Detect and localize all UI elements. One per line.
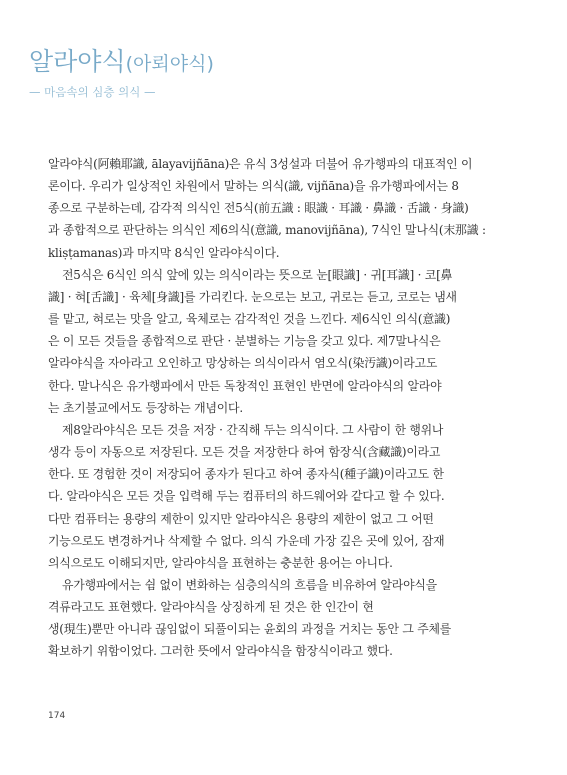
- body-line: 은 이 모든 것들을 종합적으로 판단 · 분별하는 기능을 갖고 있다. 제7말나식은: [48, 334, 441, 349]
- chapter-header: [29, 46, 529, 100]
- page-number: 174: [48, 711, 66, 721]
- body-line: 를 맡고, 혀로는 맛을 알고, 육체로는 감각적인 것을 느낀다. 제6식인 의식(意識): [48, 312, 451, 327]
- body-line: 생각 등이 자동으로 저장된다. 모든 것을 저장한다 하여 함장식(含藏識)이라고: [48, 445, 441, 460]
- body-line: 알라야식(阿賴耶識, ālayavijñāna)은 유식 3성설과 더불어 유가행파의 대표적인 이: [48, 157, 473, 171]
- title-main: 알라야식: [29, 47, 126, 76]
- body-line: 기능으로도 변경하거나 삭제할 수 없다. 의식 가운데 가장 깊은 곳에 있어, 잠재: [48, 533, 445, 548]
- body-line: 종으로 구분하는데, 감각적 의식인 전5식(前五識 : 眼識 · 耳識 · 鼻識 · 舌識 · 身識): [48, 201, 469, 216]
- body-line: 다. 알라야식은 모든 것을 입력해 두는 컴퓨터의 하드웨어와 같다고 할 수 있다.: [48, 489, 445, 504]
- body-line: 알라야식을 자아라고 오인하고 망상하는 의식이라서 염오식(染汚識)이라고도: [48, 356, 438, 371]
- body-line: 제8알라야식은 모든 것을 저장 · 간직해 두는 의식이다. 그 사람이 한 행위나: [62, 422, 444, 437]
- body-line: 격류라고도 표현했다. 알라야식을 상징하게 된 것은 한 인간이 현: [48, 600, 374, 615]
- body-line: 한다. 또 경험한 것이 저장되어 종자가 된다고 하여 종자식(種子識)이라고도 한: [48, 467, 444, 482]
- body-line: 다만 컴퓨터는 용량의 제한이 있지만 알라야식은 용량의 제한이 없고 그 어떤: [48, 511, 434, 526]
- chapter-subtitle: — 마음속의 심층 의식 —: [29, 85, 156, 99]
- body-text: [48, 153, 523, 663]
- title-parenthetical: (아뢰야식): [125, 53, 214, 75]
- body-line: 론이다. 우리가 일상적인 차원에서 말하는 의식(識, vijñāna)을 유가행파에서는 8: [48, 179, 459, 194]
- body-line: 과 종합적으로 판단하는 의식인 제6의식(意識, manovijñāna), 7식인 말나식(末那識 :: [48, 223, 486, 238]
- body-line: 는 초기불교에서도 등장하는 개념이다.: [48, 400, 243, 415]
- body-line: 생(現生)뿐만 아니라 끊임없이 되풀이되는 윤회의 과정을 거치는 동안 그 주체를: [48, 622, 452, 637]
- body-line: 확보하기 위함이었다. 그러한 뜻에서 알라야식을 함장식이라고 했다.: [48, 644, 393, 659]
- body-line: 한다. 말나식은 유가행파에서 만든 독창적인 표현인 반면에 알라야식의 알라야: [48, 378, 442, 393]
- chapter-title: [29, 46, 529, 80]
- body-line: 유가행파에서는 쉼 없이 변화하는 심층의식의 흐름을 비유하여 알라야식을: [62, 577, 437, 592]
- body-line: 의식으로도 이해되지만, 알라야식을 표현하는 충분한 용어는 아니다.: [48, 555, 393, 570]
- body-line: 전5식은 6식인 의식 앞에 있는 의식이라는 뜻으로 눈[眼識] · 귀[耳識] · 코[鼻: [62, 267, 453, 282]
- body-line: kliṣṭamanas)과 마지막 8식인 알라야식이다.: [48, 245, 280, 260]
- body-line: 識] · 혀[舌識] · 육체[身識]를 가리킨다. 눈으로는 보고, 귀로는 듣고, 코로는 냄새: [48, 289, 457, 304]
